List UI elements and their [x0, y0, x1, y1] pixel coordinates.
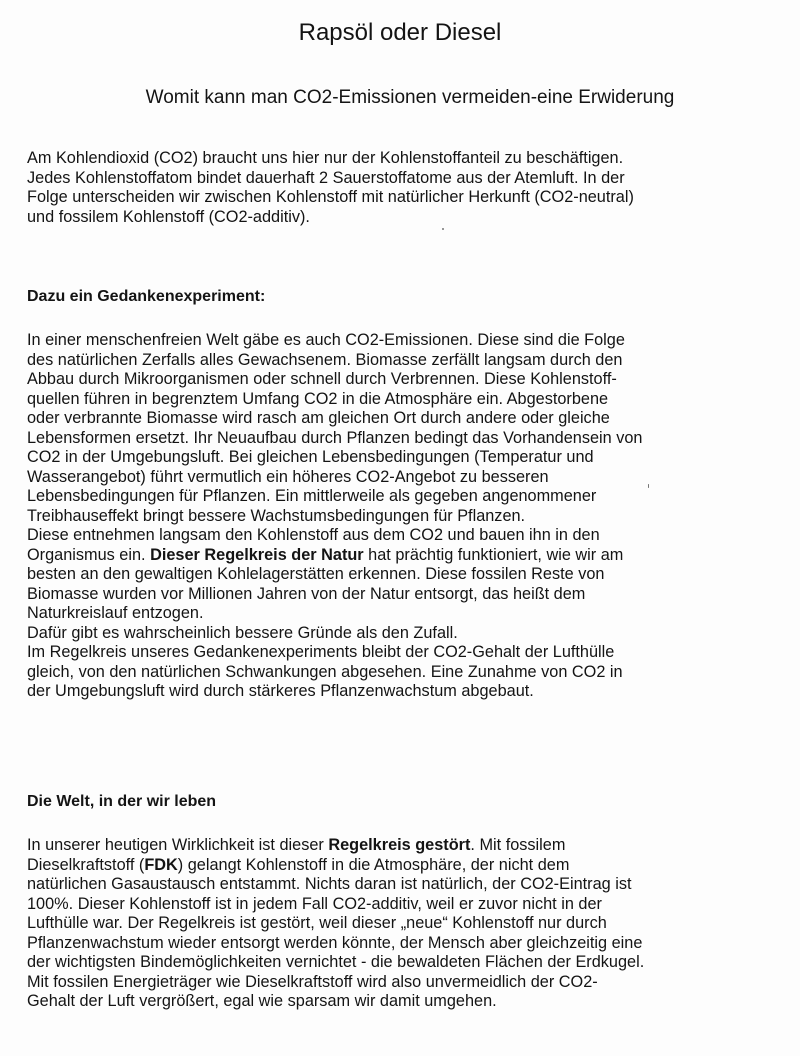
- section1-line: Biomasse wurden vor Millionen Jahren von der Natur entsorgt, das heißt dem: [27, 584, 586, 603]
- line-text: Dieselkraftstoff (: [27, 855, 145, 874]
- section2-paragraph: [27, 836, 777, 1012]
- scan-speck: [442, 228, 444, 230]
- line-text: In unserer heutigen Wirklichkeit ist dieser: [27, 836, 329, 854]
- section1-line: besten an den gewaltigen Kohlelagerstätten erkennen. Diese fossilen Reste von: [27, 565, 605, 583]
- document-subtitle: Womit kann man CO2-Emissionen vermeiden-eine Erwiderung: [145, 87, 675, 108]
- intro-line: Jedes Kohlenstoffatom bindet dauerhaft 2 Sauerstoffatome aus der Atemluft. In der: [27, 168, 625, 187]
- emphasis-regelkreis-gestoert: Regelkreis gestört: [328, 836, 471, 854]
- section1-line: des natürlichen Zerfalls alles Gewachsenem. Biomasse zerfällt langsam durch den: [27, 350, 623, 369]
- section2-line-with-emphasis: [27, 856, 777, 876]
- section1-line: gleich, von den natürlichen Schwankungen abgesehen. Eine Zunahme von CO2 in: [27, 662, 623, 681]
- intro-line: Am Kohlendioxid (CO2) braucht uns hier nur der Kohlenstoffanteil zu beschäftigen.: [27, 149, 624, 167]
- section1-line: Im Regelkreis unseres Gedankenexperiments bleibt der CO2-Gehalt der Lufthülle: [27, 643, 615, 661]
- section2-line: Pflanzenwachstum wieder entsorgt werden könnte, der Mensch aber gleichzeitig eine: [27, 933, 643, 952]
- line-text: . Mit fossilem: [470, 836, 566, 854]
- section-heading-die-welt: Die Welt, in der wir leben: [27, 793, 217, 810]
- intro-paragraph: [27, 149, 777, 227]
- line-text: hat prächtig funktioniert, wie wir am: [363, 545, 624, 564]
- line-text: Organismus ein.: [27, 545, 151, 564]
- section2-line: 100%. Dieser Kohlenstoff ist in jedem Fall CO2-additiv, weil er zuvor nicht in der: [27, 894, 602, 913]
- section1-line: Lebensbedingungen für Pflanzen. Ein mittlerweile als gegeben angenommener: [27, 487, 597, 505]
- section1-paragraph: [27, 331, 777, 702]
- line-text: ) gelangt Kohlenstoff in die Atmosphäre, der nicht dem: [177, 855, 570, 874]
- section1-line: Lebensformen ersetzt. Ihr Neuaufbau durch Pflanzen bedingt das Vorhandensein von: [27, 428, 643, 447]
- section2-line: Gehalt der Luft vergrößert, egal wie sparsam wir damit umgehen.: [27, 992, 497, 1010]
- section2-line: natürlichen Gasaustausch entstammt. Nichts daran ist natürlich, der CO2-Eintrag ist: [27, 875, 632, 893]
- section1-line: Treibhauseffekt bringt bessere Wachstumsbedingungen für Pflanzen.: [27, 506, 526, 525]
- section1-line: oder verbrannte Biomasse wird rasch am gleichen Ort durch andere oder gleiche: [27, 409, 610, 427]
- intro-line: und fossilem Kohlenstoff (CO2-additiv).: [27, 207, 310, 226]
- section1-line: CO2 in der Umgebungsluft. Bei gleichen Lebensbedingungen (Temperatur und: [27, 448, 594, 466]
- section2-line: der wichtigsten Bindemöglichkeiten vernichtet - die bewaldeten Flächen der Erdkugel.: [27, 953, 645, 971]
- emphasis-fdk: FDK: [144, 855, 178, 874]
- section1-line: der Umgebungsluft wird durch stärkeres Pflanzenwachstum abgebaut.: [27, 682, 534, 700]
- section1-line: quellen führen in begrenztem Umfang CO2 in die Atmosphäre ein. Abgestorbene: [27, 389, 609, 408]
- document-title: Rapsöl oder Diesel: [298, 19, 502, 46]
- emphasis-regelkreis-der-natur: Dieser Regelkreis der Natur: [150, 545, 364, 564]
- section2-line-with-emphasis: [27, 836, 777, 856]
- section1-line: Dafür gibt es wahrscheinlich bessere Gründe als den Zufall.: [27, 623, 458, 642]
- section1-line: Wasserangebot) führt vermutlich ein höheres CO2-Angebot zu besseren: [27, 467, 549, 486]
- scan-speck: [648, 484, 649, 488]
- section2-line: Lufthülle war. Der Regelkreis ist gestört, weil dieser „neue“ Kohlenstoff nur durch: [27, 914, 607, 932]
- section1-line: Diese entnehmen langsam den Kohlenstoff aus dem CO2 und bauen ihn in den: [27, 526, 600, 544]
- section1-line: Naturkreislauf entzogen.: [27, 604, 204, 622]
- section2-line: Mit fossilen Energieträger wie Dieselkraftstoff wird also unvermeidlich der CO2-: [27, 972, 598, 991]
- intro-line: Folge unterscheiden wir zwischen Kohlenstoff mit natürlicher Herkunft (CO2-neutral): [27, 188, 634, 206]
- section1-line: Abbau durch Mikroorganismen oder schnell durch Verbrennen. Diese Kohlenstoff-: [27, 370, 617, 388]
- section-heading-gedankenexperiment: Dazu ein Gedankenexperiment:: [27, 288, 266, 305]
- section1-line: In einer menschenfreien Welt gäbe es auch CO2-Emissionen. Diese sind die Folge: [27, 331, 625, 349]
- section1-line-with-emphasis: [27, 546, 777, 566]
